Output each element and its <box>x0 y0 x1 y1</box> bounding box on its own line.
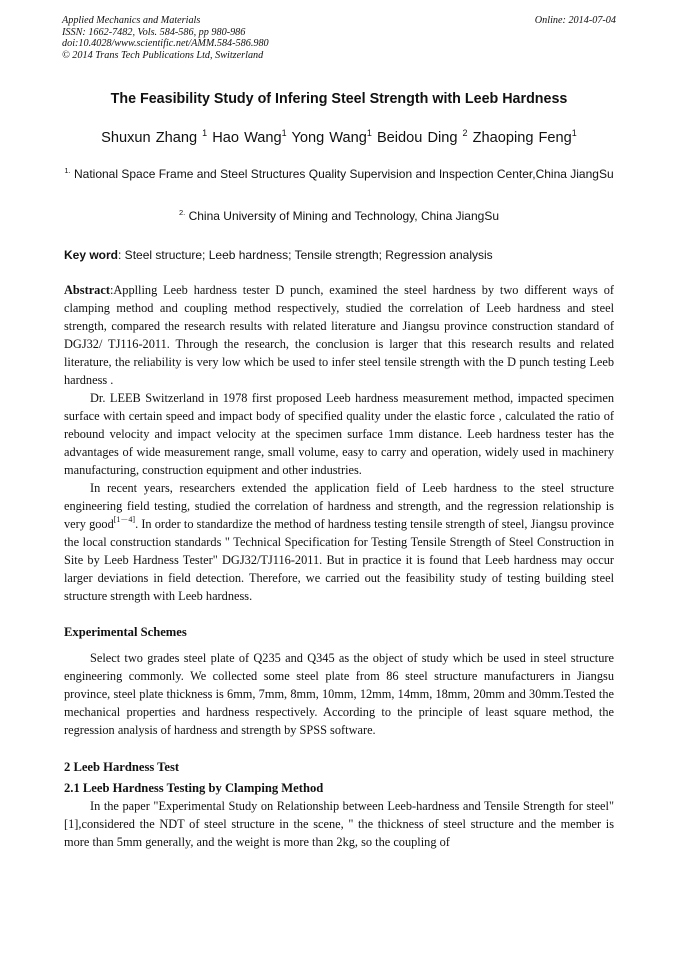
doi-line: doi:10.4028/www.scientific.net/AMM.584-586.980 <box>62 38 269 50</box>
author-affiliation-mark: 1 <box>366 128 372 138</box>
author-name: Zhaoping Feng <box>472 130 572 146</box>
section-heading-leeb-hardness-test: 2 Leeb Hardness Test <box>64 760 180 774</box>
subsection-heading-clamping-method: 2.1 Leeb Hardness Testing by Clamping Method <box>64 781 324 795</box>
abstract-text: :Applling Leeb hardness tester D punch, examined the steel hardness by two different ways of clamping method and coupling method respectively, studied the correlation of Leeb hardness and steel strength, compared the research results with related literature and Jiangsu province construction standard of DGJ32/ TJ116-2011. Through the research, the conclusion is larger that this research results and related literature, the reliability is very low which be used to infer steel tensile strength with the D punch testing Leeb hardness . <box>64 283 614 387</box>
intro-paragraph-2-text-cont: . In order to standardize the method of hardness testing tensile strength of steel, Jiangsu province the local construction standards " Technical Specification for Testing Tensile Strength of Steel Construction in Site by Leeb Hardness Tester" DGJ32/TJ116-2011. But in practice it is found that Leeb hardness may occur larger deviations in field detection. Therefore, we carried out the feasibility study of testing building steel structure strength with Leeb hardness. <box>64 517 614 603</box>
author-list <box>60 130 618 146</box>
keywords-text: : Steel structure; Leeb hardness; Tensile strength; Regression analysis <box>118 248 493 262</box>
author-name: Hao Wang <box>212 130 282 146</box>
affiliation-mark: 2. <box>178 208 186 217</box>
journal-name: Applied Mechanics and Materials <box>62 15 201 26</box>
keywords <box>64 248 616 262</box>
keywords-label: Key word <box>64 248 119 262</box>
paper-title: The Feasibility Study of Infering Steel Strength with Leeb Hardness <box>110 91 568 107</box>
affiliation-text: National Space Frame and Steel Structures Quality Supervision and Inspection Center,China JiangSu <box>73 167 614 181</box>
intro-paragraph-2-text: In recent years, researchers extended the application field of Leeb hardness to the steel structure engineering field testing, studied the correlation of hardness and strength, and the regression relationship is very good <box>64 481 614 531</box>
author-affiliation-mark: 1 <box>571 128 577 138</box>
intro-paragraph-2 <box>64 479 614 605</box>
affiliation-1 <box>62 165 616 183</box>
issn-line: ISSN: 1662-7482, Vols. 584-586, pp 980-986 <box>62 26 246 38</box>
affiliation-text: China University of Mining and Technology, China JiangSu <box>188 209 499 223</box>
citation-ref: [1－4] <box>113 515 136 524</box>
intro-paragraph-1: Dr. LEEB Switzerland in 1978 first proposed Leeb hardness measurement method, impacted specimen surface with certain speed and impact body of specified quality under the elastic force , calculated the ratio of rebound velocity and impact velocity at the specimen surface 1mm distance. Leeb hardness tester has the advantages of wide measurement range, small volume, easy to carry and operation, widely used in machinery manufacturing, construction equipment and other industries. <box>64 391 614 477</box>
abstract-label: Abstract <box>64 283 110 297</box>
author-name: Beidou Ding <box>376 130 458 146</box>
abstract <box>64 281 614 389</box>
paper-body <box>64 281 614 851</box>
author-affiliation-mark: 1 <box>202 128 208 138</box>
affiliation-mark: 1. <box>64 166 71 175</box>
affiliation-2 <box>62 207 616 225</box>
journal-header <box>62 15 616 61</box>
copyright-line: © 2014 Trans Tech Publications Ltd, Switzerland <box>62 49 264 61</box>
author-name: Yong Wang <box>291 130 367 146</box>
section-heading-experimental-schemes: Experimental Schemes <box>64 625 187 639</box>
author-affiliation-mark: 2 <box>462 128 468 138</box>
author-affiliation-mark: 1 <box>281 128 287 138</box>
online-date: Online: 2014-07-04 <box>534 15 616 26</box>
author-name: Shuxun Zhang <box>101 130 198 146</box>
clamping-method-paragraph: In the paper "Experimental Study on Relationship between Leeb-hardness and Tensile Strength for steel" [1],considered the NDT of steel structure in the scene, " the thickness of steel structure and the member is more than 5mm generally, and the weight is more than 2kg, so the coupling of <box>64 799 614 849</box>
experimental-schemes-paragraph: Select two grades steel plate of Q235 and Q345 as the object of study which be used in steel structure engineering commonly. We collected some steel plate from 86 steel structure manufacturers in Jiangsu province, steel plate thickness is 6mm, 7mm, 8mm, 10mm, 12mm, 14mm, 18mm, 20mm and 30mm.Tested the mechanical properties and hardness respectively. According to the principle of least square method, the regression analysis of hardness and strength by SPSS software. <box>64 651 614 737</box>
